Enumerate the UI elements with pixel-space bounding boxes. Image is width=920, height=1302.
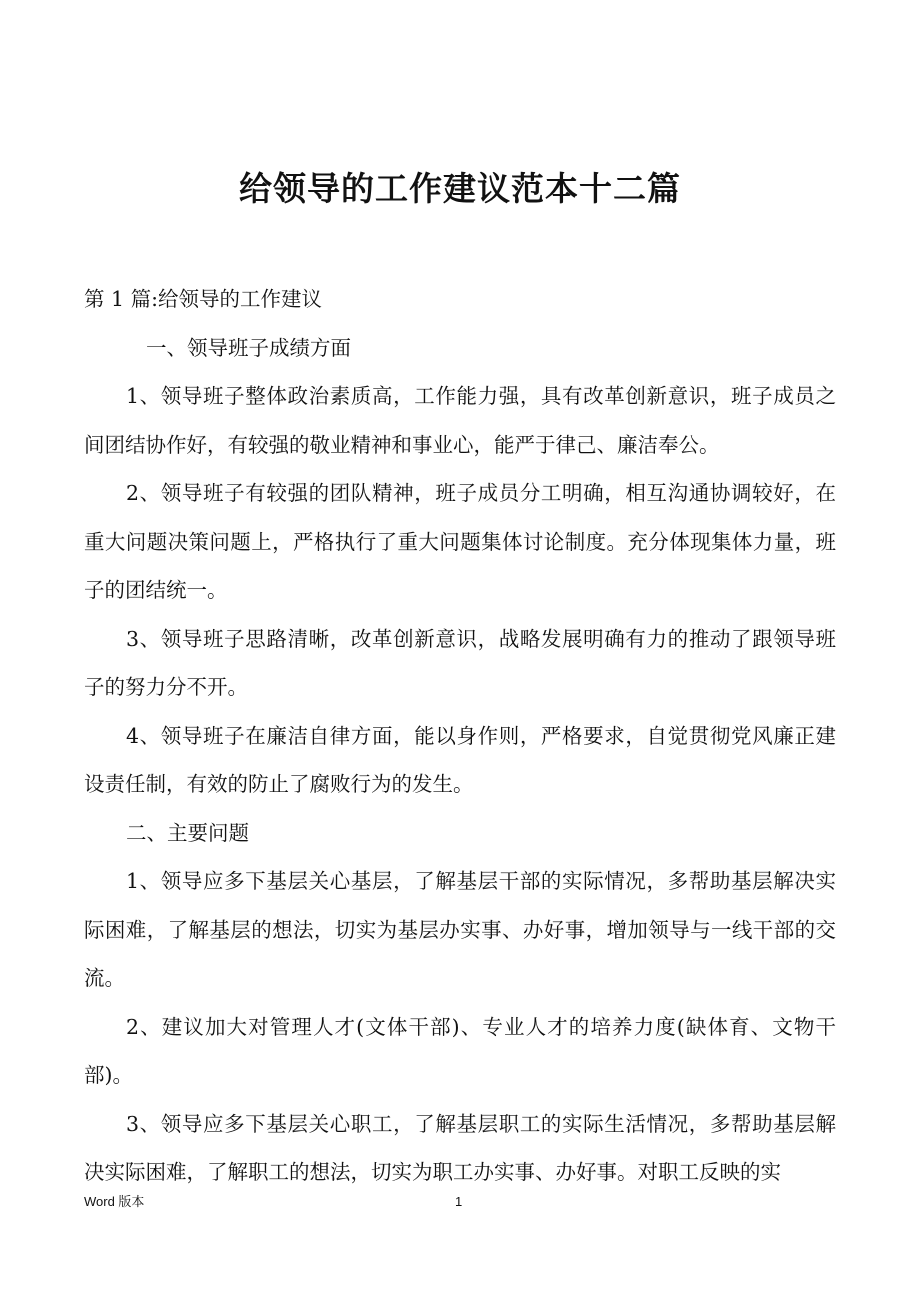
paragraph-achievement-3: 3、领导班子思路清晰，改革创新意识，战略发展明确有力的推动了跟领导班子的努力分不开。 (84, 626, 836, 699)
subsection-heading-achievements: 一、领导班子成绩方面 (146, 335, 351, 360)
footer-page-number: 1 (455, 1194, 463, 1209)
document-title: 给领导的工作建议范本十二篇 (239, 169, 681, 209)
footer-version-label: Word 版本 (84, 1194, 145, 1209)
paragraph-problem-3: 3、领导应多下基层关心职工，了解基层职工的实际生活情况，多帮助基层解决实际困难，了解职工的想法，切实为职工办实事、办好事。对职工反映的实 (84, 1111, 836, 1184)
subsection-heading-problems: 二、主要问题 (126, 820, 249, 845)
paragraph-problem-1: 1、领导应多下基层关心基层，了解基层干部的实际情况，多帮助基层解决实际困难，了解基层的想法，切实为基层办实事、办好事，增加领导与一线干部的交流。 (84, 869, 836, 990)
section-heading: 第 1 篇:给领导的工作建议 (84, 287, 322, 311)
paragraph-achievement-2: 2、领导班子有较强的团队精神，班子成员分工明确，相互沟通协调较好，在重大问题决策问题上，严格执行了重大问题集体讨论制度。充分体现集体力量，班子的团结统一。 (84, 481, 836, 602)
paragraph-achievement-4: 4、领导班子在廉洁自律方面，能以身作则，严格要求，自觉贯彻党风廉正建设责任制，有效的防止了腐败行为的发生。 (84, 723, 836, 796)
paragraph-achievement-1: 1、领导班子整体政治素质高，工作能力强，具有改革创新意识，班子成员之间团结协作好，有较强的敬业精神和事业心，能严于律己、廉洁奉公。 (84, 384, 836, 457)
paragraph-problem-2: 2、建议加大对管理人才(文体干部)、专业人才的培养力度(缺体育、文物干部)。 (84, 1014, 836, 1087)
document-body (84, 275, 836, 1197)
